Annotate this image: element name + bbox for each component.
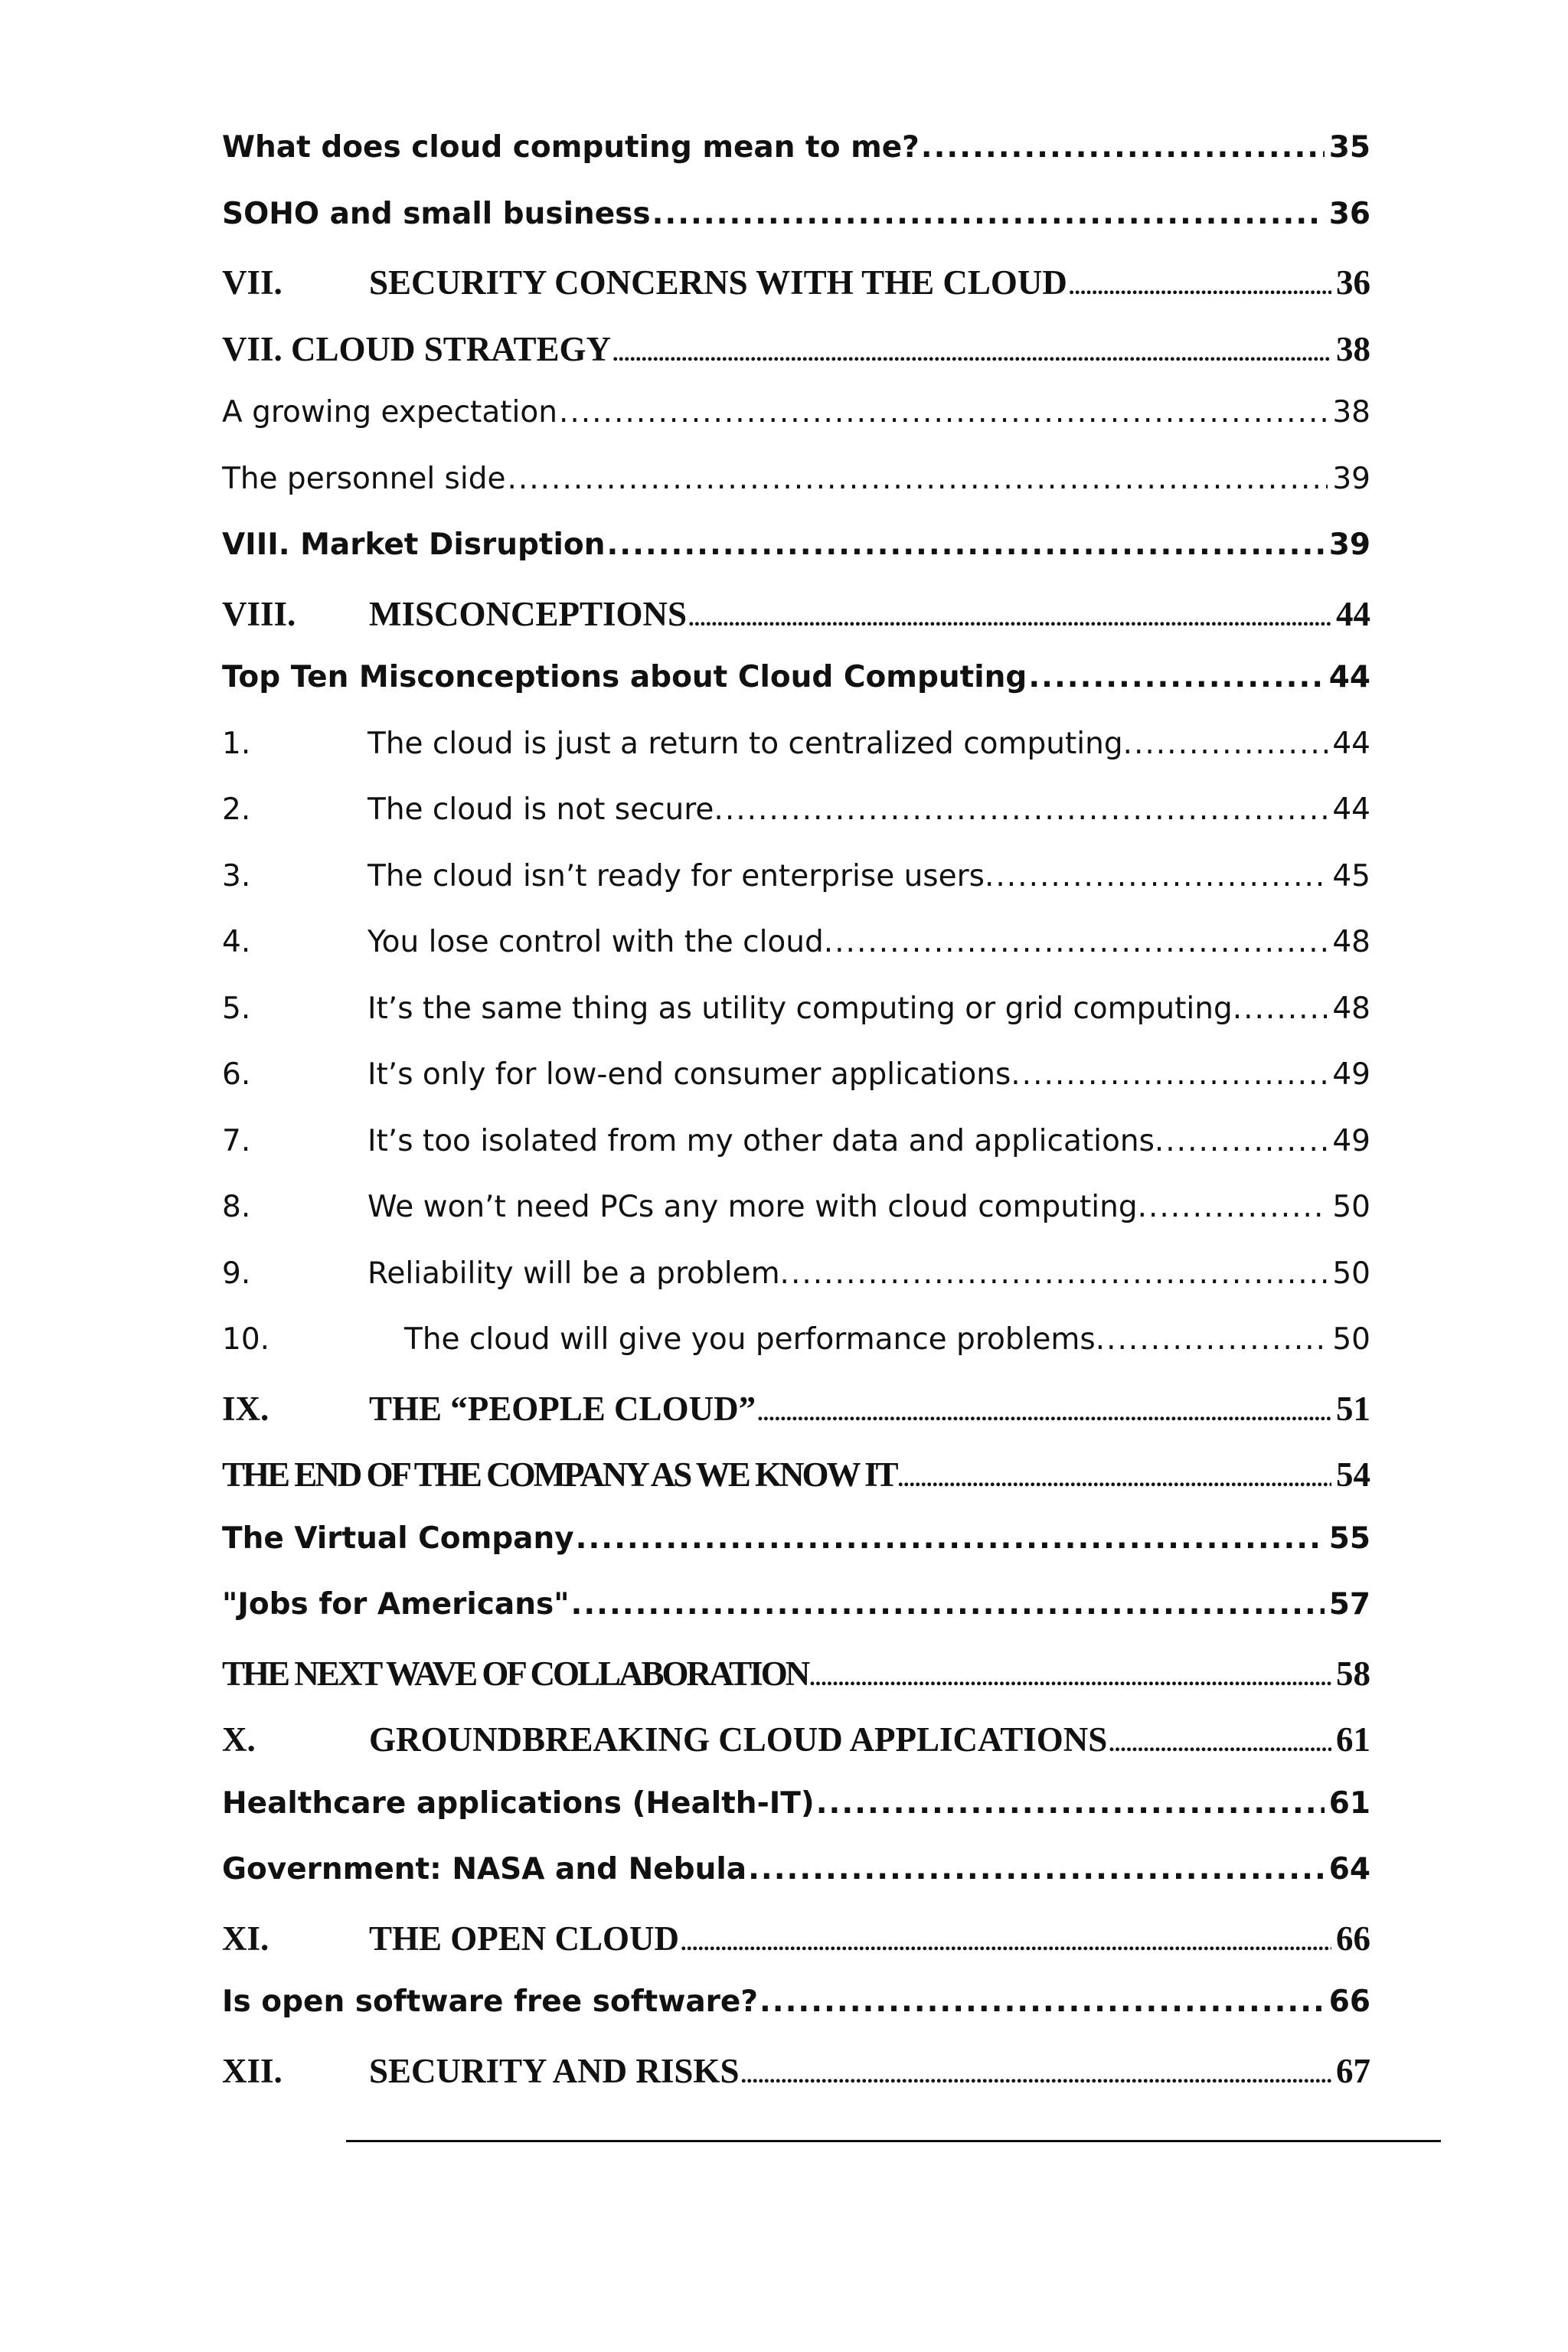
dot-leader — [757, 1389, 1331, 1429]
toc-entry-title: Government: NASA and Nebula — [222, 1852, 747, 1886]
dot-leader — [1106, 1322, 1328, 1357]
toc-entry-page-number: 54 — [1336, 1455, 1370, 1494]
toc-entry-page-number: 36 — [1336, 263, 1370, 302]
toc-entry-title: GROUNDBREAKING CLOUD APPLICATIONS — [369, 1720, 1108, 1759]
toc-entry[interactable] — [222, 925, 1370, 991]
toc-entry-number: 5. — [222, 991, 251, 1026]
toc-entry-title: The cloud is just a return to centralized computing. — [368, 726, 1132, 761]
toc-entry-page-number: 44 — [1332, 726, 1370, 761]
dot-leader — [1022, 1057, 1328, 1092]
toc-entry-title: SOHO and small business — [222, 196, 651, 231]
dot-leader — [791, 1256, 1328, 1291]
toc-entry[interactable] — [222, 329, 1370, 396]
toc-entry-number: 8. — [222, 1190, 251, 1224]
toc-entry[interactable] — [222, 660, 1370, 727]
dot-leader — [1165, 1124, 1328, 1158]
toc-entry-title: A growing expectation — [222, 395, 557, 430]
toc-entry[interactable] — [222, 528, 1370, 594]
toc-entry-number: 3. — [222, 858, 251, 893]
dot-leader — [612, 329, 1331, 369]
dot-leader — [559, 395, 1328, 430]
toc-entry[interactable] — [222, 792, 1370, 859]
toc-entry-page-number: 55 — [1328, 1521, 1370, 1556]
dot-leader — [1109, 1720, 1331, 1759]
dot-leader — [740, 2051, 1331, 2091]
toc-entry-title: THE END OF THE COMPANY AS WE KNOW IT — [222, 1455, 897, 1494]
toc-entry-number: IX. — [222, 1389, 270, 1428]
toc-entry[interactable] — [222, 395, 1370, 462]
toc-entry[interactable] — [222, 1521, 1370, 1588]
toc-entry-number: X. — [222, 1720, 256, 1759]
toc-entry-page-number: 51 — [1336, 1389, 1370, 1428]
toc-entry[interactable] — [222, 1720, 1370, 1786]
toc-entry-title: THE “PEOPLE CLOUD” — [369, 1389, 756, 1428]
dot-leader — [652, 197, 1325, 231]
toc-entry-title: It’s only for low-end consumer applications. — [368, 1057, 1021, 1092]
dot-leader — [606, 528, 1324, 562]
toc-entry-page-number: 48 — [1332, 991, 1370, 1026]
toc-entry-number: 6. — [222, 1057, 251, 1092]
dot-leader — [688, 594, 1331, 634]
dot-leader — [1134, 727, 1328, 761]
toc-entry-page-number: 44 — [1336, 594, 1370, 633]
toc-entry-title: The cloud will give you performance problems. — [404, 1322, 1106, 1357]
toc-entry-number: 4. — [222, 925, 251, 959]
dot-leader — [760, 1984, 1325, 2019]
toc-entry-title: MISCONCEPTIONS — [369, 594, 688, 633]
toc-entry-title: The cloud is not secure. — [368, 792, 724, 827]
toc-entry-page-number: 57 — [1328, 1587, 1370, 1622]
toc-entry-number: 2. — [222, 792, 251, 827]
toc-entry-page-number: 49 — [1332, 1123, 1370, 1158]
toc-entry-title: Healthcare applications (Health-IT) — [222, 1785, 815, 1821]
toc-entry-page-number: 61 — [1328, 1785, 1370, 1821]
toc-entry[interactable] — [222, 1124, 1370, 1191]
toc-entry-title: "Jobs for Americans" — [222, 1587, 570, 1622]
toc-entry[interactable] — [222, 1587, 1370, 1654]
dot-leader — [835, 925, 1328, 959]
dot-leader — [921, 130, 1325, 165]
toc-entry-page-number: 35 — [1328, 130, 1370, 165]
toc-entry-page-number: 50 — [1332, 1322, 1370, 1357]
toc-entry-page-number: 45 — [1332, 858, 1370, 893]
toc-entry-title: SECURITY AND RISKS — [369, 2051, 740, 2090]
toc-entry-page-number: 39 — [1328, 528, 1370, 562]
toc-entry[interactable] — [222, 130, 1370, 197]
toc-entry-number: VIII. — [222, 594, 296, 633]
toc-entry-number: 9. — [222, 1256, 251, 1291]
dot-leader — [576, 1521, 1325, 1556]
toc-entry[interactable] — [222, 197, 1370, 263]
toc-entry-number: VII. — [222, 263, 283, 302]
toc-entry-title: The cloud isn’t ready for enterprise users. — [368, 858, 995, 893]
toc-entry-title: It’s the same thing as utility computing or grid computing. — [368, 991, 1243, 1026]
toc-entry-number: 1. — [222, 726, 251, 761]
toc-entry-page-number: 64 — [1328, 1852, 1370, 1886]
toc-entry-title: It’s too isolated from my other data and applications. — [368, 1123, 1165, 1158]
toc-entry-page-number: 38 — [1336, 329, 1370, 368]
toc-entry[interactable] — [222, 991, 1370, 1058]
toc-entry-page-number: 50 — [1332, 1190, 1370, 1224]
toc-entry-page-number: 39 — [1332, 461, 1370, 496]
toc-entry[interactable] — [222, 1057, 1370, 1124]
toc-entry[interactable] — [222, 1190, 1370, 1256]
dot-leader — [571, 1587, 1325, 1622]
toc-entry-number: XI. — [222, 1919, 270, 1958]
dot-leader — [725, 792, 1328, 827]
toc-entry-title: The Virtual Company — [222, 1521, 574, 1556]
toc-entry[interactable] — [222, 1984, 1370, 2051]
toc-entry[interactable] — [222, 1786, 1370, 1853]
dot-leader — [507, 462, 1328, 496]
toc-entry-page-number: 49 — [1332, 1057, 1370, 1092]
toc-entry[interactable] — [222, 1919, 1370, 1985]
toc-entry-page-number: 50 — [1332, 1256, 1370, 1291]
toc-entry[interactable] — [222, 263, 1370, 329]
toc-entry[interactable] — [222, 1389, 1370, 1455]
table-of-contents — [222, 130, 1370, 2117]
toc-entry-title: What does cloud computing mean to me? — [222, 130, 920, 165]
toc-entry-title: You lose control with the cloud. — [368, 925, 834, 959]
dot-leader — [1243, 991, 1328, 1026]
toc-entry[interactable] — [222, 462, 1370, 528]
dot-leader — [748, 1852, 1325, 1886]
toc-entry-page-number: 66 — [1336, 1919, 1370, 1958]
dot-leader — [809, 1654, 1331, 1694]
toc-entry-title: Is open software free software? — [222, 1984, 758, 2019]
toc-entry[interactable] — [222, 594, 1370, 661]
toc-entry[interactable] — [222, 2051, 1370, 2118]
toc-entry-page-number: 61 — [1336, 1720, 1370, 1759]
toc-entry-number: 7. — [222, 1123, 251, 1158]
dot-leader — [1069, 263, 1331, 302]
toc-entry-title: THE NEXT WAVE OF COLLABORATION — [222, 1654, 808, 1693]
toc-entry-title: THE OPEN CLOUD — [369, 1919, 680, 1958]
toc-entry[interactable] — [222, 1256, 1370, 1323]
footer-rule — [346, 2140, 1441, 2142]
toc-entry[interactable] — [222, 859, 1370, 926]
toc-entry[interactable] — [222, 1852, 1370, 1919]
toc-entry-title: VIII. Market Disruption — [222, 528, 606, 562]
toc-entry[interactable] — [222, 1654, 1370, 1720]
dot-leader — [1148, 1190, 1328, 1224]
toc-entry-page-number: 44 — [1328, 660, 1370, 694]
toc-entry[interactable] — [222, 1322, 1370, 1389]
toc-entry-title: VII. CLOUD STRATEGY — [222, 329, 612, 368]
toc-entry-number: XII. — [222, 2051, 283, 2090]
toc-entry-number: 10. — [222, 1322, 270, 1357]
toc-entry[interactable] — [222, 1455, 1370, 1521]
toc-entry-title: SECURITY CONCERNS WITH THE CLOUD — [369, 263, 1067, 302]
toc-entry-title: The personnel side — [222, 461, 506, 496]
dot-leader — [816, 1786, 1325, 1821]
toc-entry[interactable] — [222, 727, 1370, 793]
toc-entry-page-number: 67 — [1336, 2051, 1370, 2090]
toc-entry-page-number: 38 — [1332, 395, 1370, 430]
toc-entry-page-number: 66 — [1328, 1984, 1370, 2019]
dot-leader — [1028, 660, 1324, 694]
toc-entry-title: Reliability will be a problem. — [368, 1256, 789, 1291]
toc-entry-page-number: 36 — [1328, 196, 1370, 231]
toc-entry-page-number: 48 — [1332, 925, 1370, 959]
toc-entry-title: Top Ten Misconceptions about Cloud Computing — [222, 660, 1027, 694]
dot-leader — [681, 1919, 1331, 1958]
dot-leader — [995, 859, 1328, 893]
toc-entry-page-number: 58 — [1336, 1654, 1370, 1693]
toc-entry-title: We won’t need PCs any more with cloud computing. — [368, 1190, 1147, 1224]
toc-entry-page-number: 44 — [1332, 792, 1370, 827]
dot-leader — [897, 1455, 1331, 1494]
